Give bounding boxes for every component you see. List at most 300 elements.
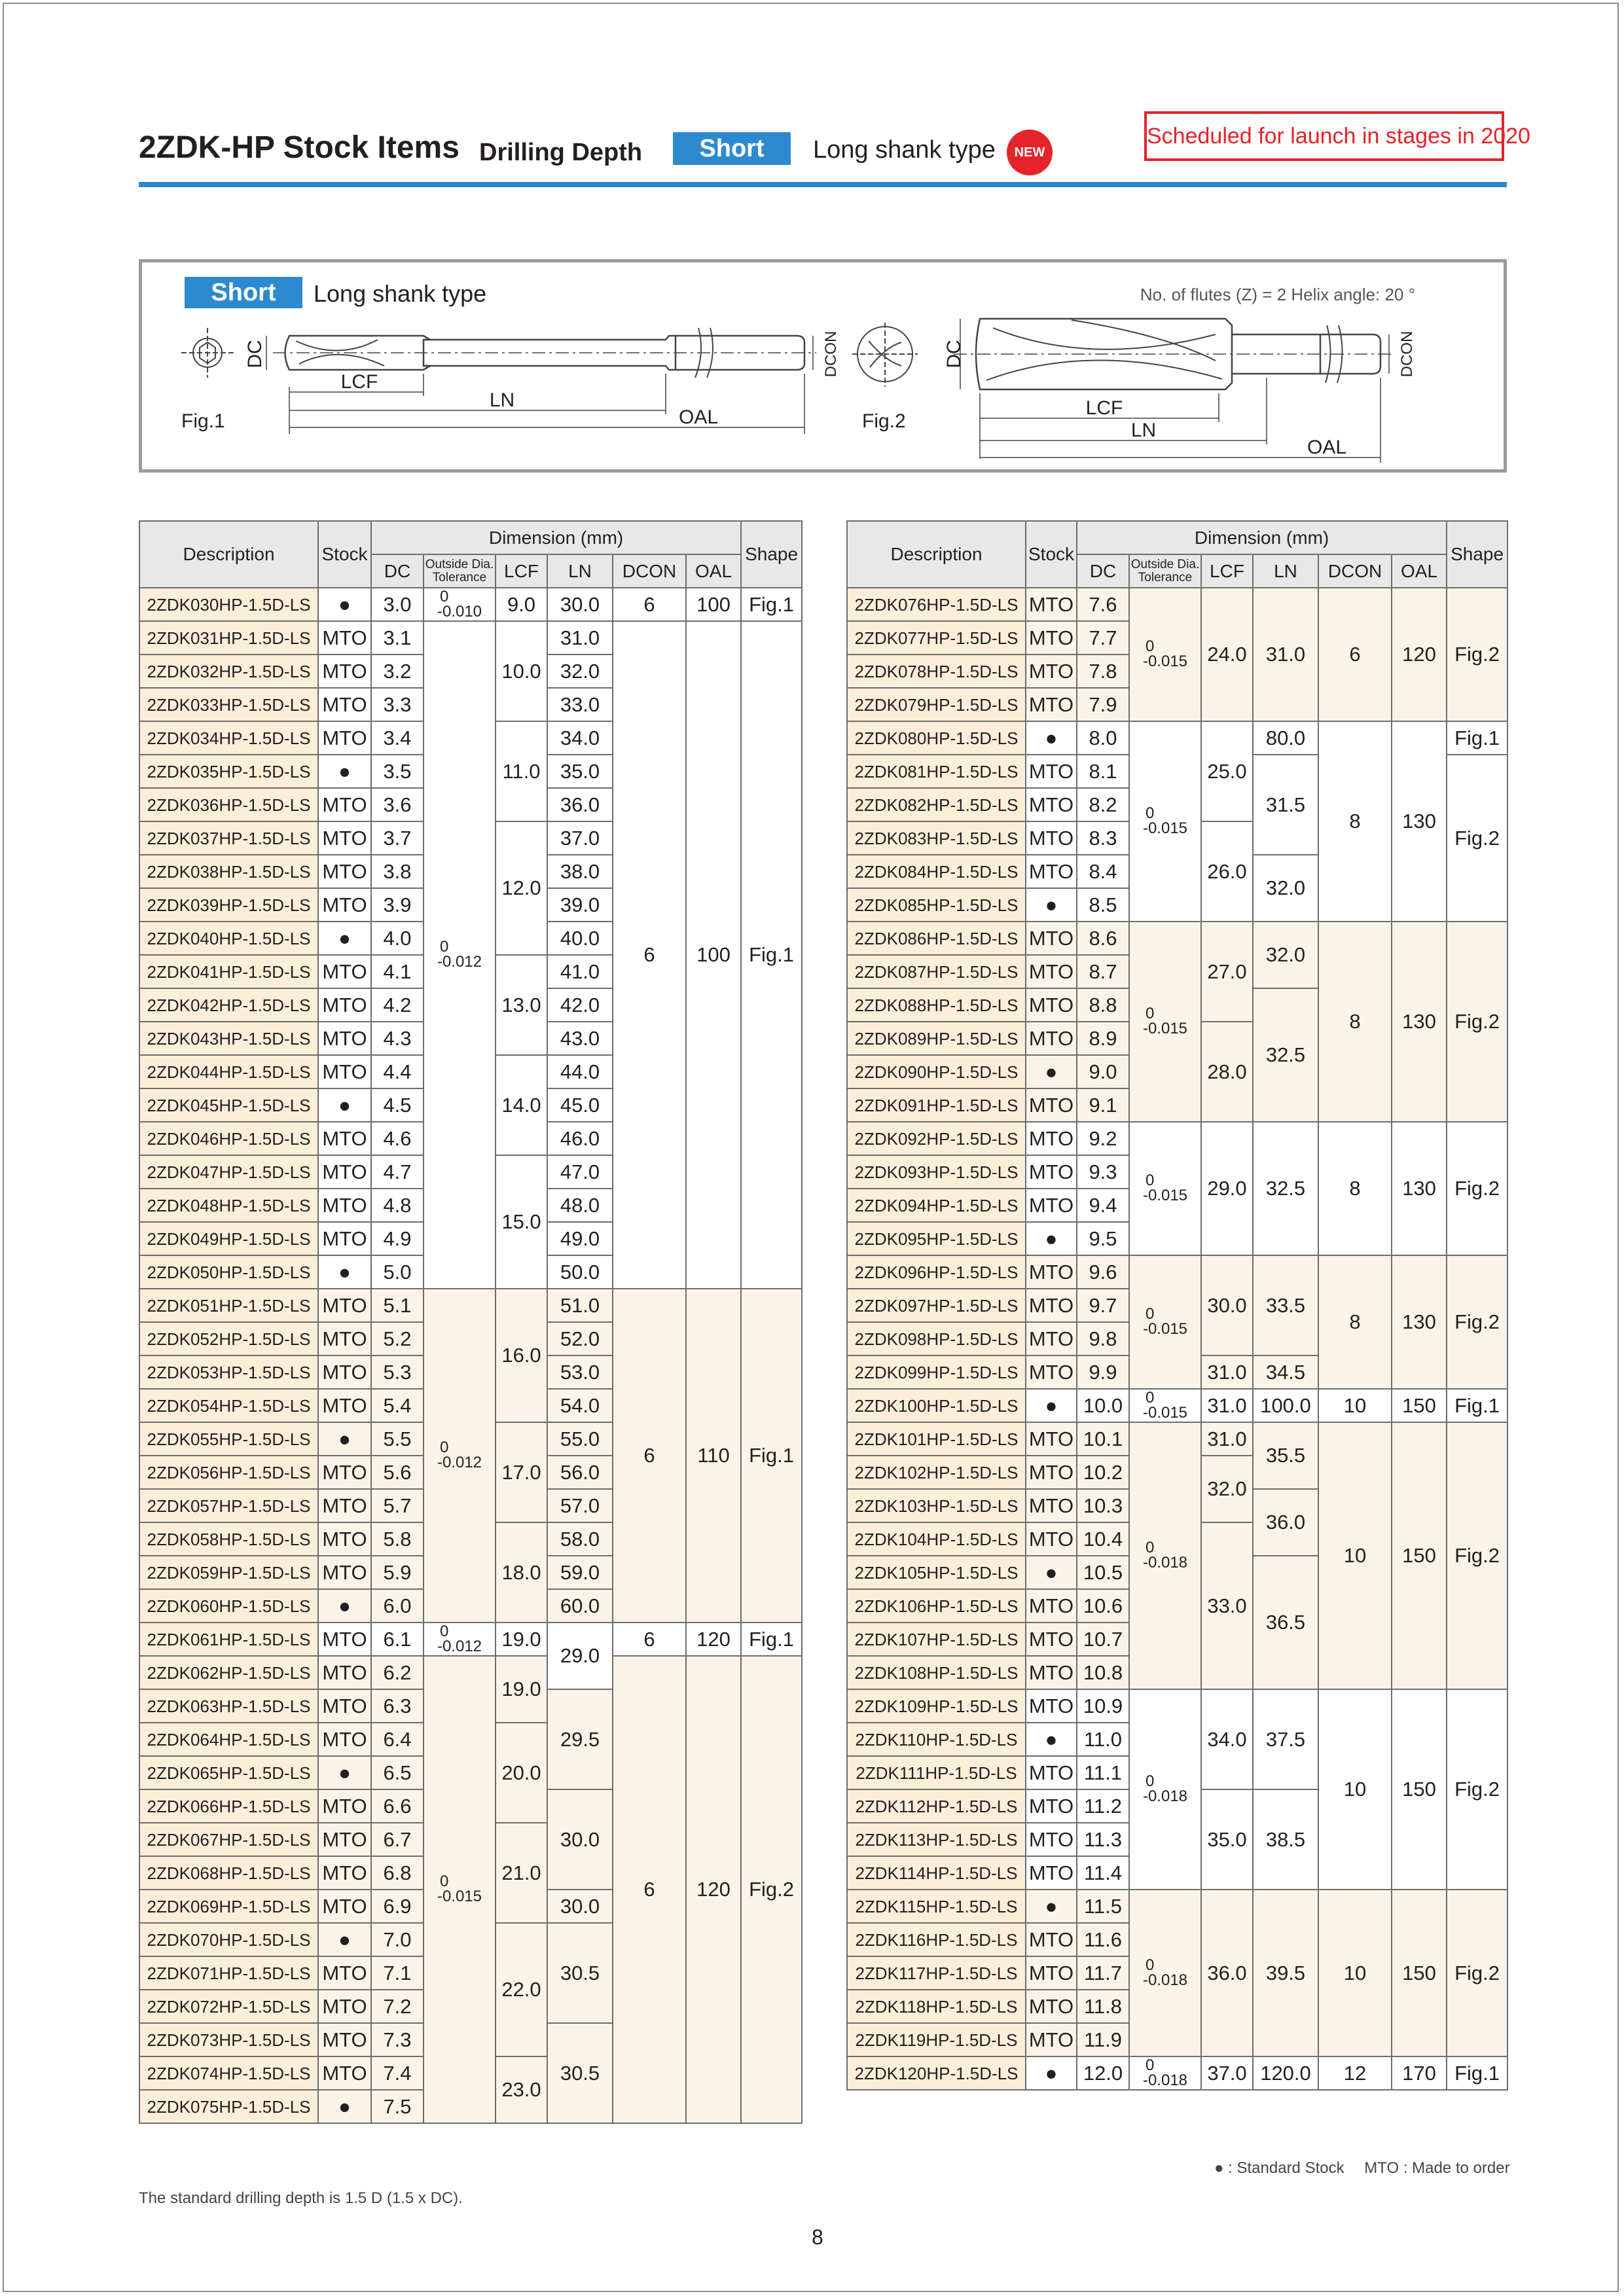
- dc-cell: 10.9: [1077, 1689, 1129, 1723]
- dc-cell: 4.7: [371, 1155, 424, 1189]
- th-ln: LN: [1253, 554, 1318, 588]
- dc-cell: 4.1: [371, 955, 424, 988]
- description-cell: 2ZDK063HP-1.5D-LS: [139, 1689, 318, 1723]
- ln-cell: 47.0: [547, 1155, 613, 1189]
- dc-cell: 4.6: [371, 1122, 424, 1155]
- th-tol1: Outside Dia.: [425, 557, 494, 571]
- table-row: [847, 721, 1507, 755]
- description-cell: 2ZDK034HP-1.5D-LS: [139, 721, 318, 755]
- stock-cell: ●: [318, 1589, 371, 1623]
- dc-cell: 3.7: [371, 821, 424, 855]
- tolerance-lower: -0.015: [1142, 653, 1188, 670]
- dc-cell: 7.3: [371, 2023, 424, 2056]
- fig1-ln: LN: [489, 389, 515, 411]
- dc-cell: 5.7: [371, 1489, 424, 1522]
- description-cell: 2ZDK106HP-1.5D-LS: [847, 1589, 1026, 1623]
- lcf-cell: 18.0: [496, 1522, 547, 1623]
- ln-cell: 30.5: [547, 1923, 613, 2023]
- th-dimension: Dimension (mm): [371, 521, 741, 554]
- dc-cell: 7.4: [371, 2056, 424, 2090]
- shape-cell: Fig.1: [741, 621, 802, 1289]
- ln-cell: 30.5: [547, 2023, 613, 2123]
- dc-cell: 12.0: [1077, 2056, 1129, 2090]
- oal-cell: 130: [1392, 922, 1447, 1122]
- dcon-cell: 6: [613, 1623, 686, 1656]
- dc-cell: 7.7: [1077, 621, 1129, 655]
- new-badge: NEW: [1007, 130, 1053, 175]
- description-cell: 2ZDK049HP-1.5D-LS: [139, 1222, 318, 1255]
- lcf-cell: 31.0: [1201, 1389, 1253, 1422]
- tolerance-upper: 0: [1146, 1005, 1155, 1022]
- short-badge: Short: [673, 132, 791, 165]
- lcf-cell: 22.0: [496, 1923, 547, 2056]
- tolerance-lower: -0.018: [1142, 1787, 1188, 1805]
- dc-cell: 11.1: [1077, 1756, 1129, 1789]
- description-cell: 2ZDK087HP-1.5D-LS: [847, 955, 1026, 988]
- description-cell: 2ZDK033HP-1.5D-LS: [139, 688, 318, 721]
- ln-cell: 38.0: [547, 855, 613, 888]
- drilling-depth-label: Drilling Depth: [479, 139, 643, 166]
- dc-cell: 7.8: [1077, 655, 1129, 688]
- lcf-cell: 20.0: [496, 1723, 547, 1823]
- lcf-cell: 31.0: [1201, 1355, 1253, 1389]
- tolerance-upper: 0: [1146, 1389, 1155, 1407]
- fig2-lcf: LCF: [1085, 397, 1123, 419]
- description-cell: 2ZDK059HP-1.5D-LS: [139, 1556, 318, 1589]
- figure-long-shank: Long shank type: [314, 280, 487, 307]
- stock-cell: MTO: [1026, 1189, 1077, 1222]
- ln-cell: 35.5: [1253, 1422, 1318, 1489]
- stock-cell: ●: [318, 1088, 371, 1122]
- dcon-cell: 6: [613, 621, 686, 1289]
- stock-cell: MTO: [318, 621, 371, 655]
- stock-cell: MTO: [318, 1355, 371, 1389]
- ln-cell: 36.0: [1253, 1489, 1318, 1556]
- ln-cell: 29.5: [547, 1689, 613, 1789]
- dc-cell: 8.1: [1077, 755, 1129, 788]
- stock-cell: MTO: [1026, 955, 1077, 988]
- dc-cell: 6.5: [371, 1756, 424, 1789]
- tolerance-upper: 0: [1146, 637, 1155, 655]
- stock-cell: ●: [1026, 2056, 1077, 2090]
- th-oal: OAL: [686, 554, 741, 588]
- dc-cell: 6.4: [371, 1723, 424, 1756]
- description-cell: 2ZDK116HP-1.5D-LS: [847, 1923, 1026, 1956]
- tolerance-cell: [1129, 1389, 1201, 1422]
- description-cell: 2ZDK103HP-1.5D-LS: [847, 1489, 1026, 1522]
- ln-cell: 38.5: [1253, 1789, 1318, 1890]
- lcf-cell: 29.0: [1201, 1122, 1253, 1255]
- stock-cell: MTO: [318, 788, 371, 821]
- dc-cell: 7.5: [371, 2090, 424, 2123]
- stock-cell: MTO: [1026, 1990, 1077, 2023]
- dc-cell: 3.2: [371, 655, 424, 688]
- stock-cell: MTO: [1026, 1689, 1077, 1723]
- stock-cell: MTO: [318, 1856, 371, 1890]
- description-cell: 2ZDK037HP-1.5D-LS: [139, 821, 318, 855]
- ln-cell: 54.0: [547, 1389, 613, 1422]
- description-cell: 2ZDK069HP-1.5D-LS: [139, 1890, 318, 1923]
- ln-cell: 44.0: [547, 1055, 613, 1088]
- dc-cell: 8.5: [1077, 888, 1129, 922]
- stock-table-right: [846, 520, 1508, 2090]
- stock-cell: MTO: [1026, 1456, 1077, 1489]
- description-cell: 2ZDK099HP-1.5D-LS: [847, 1355, 1026, 1389]
- ln-cell: 120.0: [1253, 2056, 1318, 2090]
- scheduled-notice: Scheduled for launch in stages in 2020: [1144, 111, 1504, 161]
- description-cell: 2ZDK074HP-1.5D-LS: [139, 2056, 318, 2090]
- oal-cell: 100: [686, 621, 741, 1289]
- stock-cell: MTO: [1026, 1823, 1077, 1856]
- dcon-cell: 8: [1318, 922, 1392, 1122]
- description-cell: 2ZDK057HP-1.5D-LS: [139, 1489, 318, 1522]
- dc-cell: 11.9: [1077, 2023, 1129, 2056]
- ln-cell: 30.0: [547, 588, 613, 621]
- description-cell: 2ZDK072HP-1.5D-LS: [139, 1990, 318, 2023]
- fig1-end-view: [181, 328, 234, 378]
- stock-table-left: [139, 520, 803, 2124]
- stock-cell: MTO: [1026, 1022, 1077, 1055]
- table-row: [139, 621, 802, 655]
- tolerance-upper: 0: [440, 1439, 449, 1456]
- stock-cell: MTO: [1026, 1088, 1077, 1122]
- oal-cell: 170: [1392, 2056, 1447, 2090]
- description-cell: 2ZDK073HP-1.5D-LS: [139, 2023, 318, 2056]
- stock-cell: MTO: [318, 1656, 371, 1689]
- dc-cell: 7.0: [371, 1923, 424, 1956]
- description-cell: 2ZDK070HP-1.5D-LS: [139, 1923, 318, 1956]
- fig1-oal: OAL: [678, 406, 719, 428]
- th-lcf: LCF: [496, 554, 547, 588]
- lcf-cell: 19.0: [496, 1656, 547, 1723]
- stock-cell: MTO: [1026, 1656, 1077, 1689]
- description-cell: 2ZDK107HP-1.5D-LS: [847, 1623, 1026, 1656]
- fig2-drill: [954, 319, 1392, 389]
- description-cell: 2ZDK075HP-1.5D-LS: [139, 2090, 318, 2123]
- description-cell: 2ZDK086HP-1.5D-LS: [847, 922, 1026, 955]
- stock-cell: MTO: [1026, 1923, 1077, 1956]
- oal-cell: 110: [686, 1289, 741, 1623]
- stock-cell: MTO: [318, 888, 371, 922]
- shape-cell: Fig.1: [1447, 721, 1507, 755]
- stock-cell: MTO: [1026, 688, 1077, 721]
- stock-legend: ● : Standard Stock MTO : Made to order: [1214, 2159, 1510, 2177]
- drill-figure-box: [139, 259, 1507, 473]
- stock-cell: MTO: [318, 1289, 371, 1322]
- dc-cell: 6.8: [371, 1856, 424, 1890]
- tolerance-cell: [1129, 588, 1201, 721]
- stock-cell: MTO: [1026, 1956, 1077, 1990]
- stock-cell: MTO: [1026, 1489, 1077, 1522]
- description-cell: 2ZDK110HP-1.5D-LS: [847, 1723, 1026, 1756]
- oal-cell: 120: [1392, 588, 1447, 721]
- stock-cell: ●: [1026, 1890, 1077, 1923]
- dc-cell: 11.3: [1077, 1823, 1129, 1856]
- tolerance-upper: 0: [1146, 1539, 1155, 1556]
- tolerance-lower: -0.012: [437, 953, 482, 971]
- description-cell: 2ZDK050HP-1.5D-LS: [139, 1255, 318, 1289]
- fig1-dcon: DCON: [822, 331, 840, 378]
- ln-cell: 40.0: [547, 922, 613, 955]
- th-shape: Shape: [741, 521, 802, 588]
- stock-cell: MTO: [318, 1956, 371, 1990]
- description-cell: 2ZDK113HP-1.5D-LS: [847, 1823, 1026, 1856]
- lcf-cell: 31.0: [1201, 1422, 1253, 1456]
- stock-cell: MTO: [1026, 1422, 1077, 1456]
- dc-cell: 5.6: [371, 1456, 424, 1489]
- stock-cell: MTO: [318, 1823, 371, 1856]
- tolerance-lower: -0.015: [1142, 1403, 1188, 1422]
- dc-cell: 7.6: [1077, 588, 1129, 621]
- table-body-right: [847, 588, 1507, 2090]
- tolerance-cell: [1129, 721, 1201, 922]
- dc-cell: 9.3: [1077, 1155, 1129, 1189]
- description-cell: 2ZDK091HP-1.5D-LS: [847, 1088, 1026, 1122]
- shape-cell: Fig.1: [741, 1623, 802, 1656]
- dc-cell: 5.5: [371, 1422, 424, 1456]
- stock-cell: MTO: [318, 1556, 371, 1589]
- ln-cell: 52.0: [547, 1322, 613, 1355]
- ln-cell: 34.5: [1253, 1355, 1318, 1389]
- stock-cell: MTO: [1026, 621, 1077, 655]
- description-cell: 2ZDK100HP-1.5D-LS: [847, 1389, 1026, 1422]
- description-cell: 2ZDK118HP-1.5D-LS: [847, 1990, 1026, 2023]
- description-cell: 2ZDK105HP-1.5D-LS: [847, 1556, 1026, 1589]
- description-cell: 2ZDK044HP-1.5D-LS: [139, 1055, 318, 1088]
- table-row: [847, 2056, 1507, 2090]
- table-row: [847, 1689, 1507, 1723]
- stock-cell: MTO: [1026, 1789, 1077, 1823]
- oal-cell: 130: [1392, 1122, 1447, 1255]
- tolerance-lower: -0.018: [1142, 2071, 1188, 2089]
- tolerance-cell: [1129, 2056, 1201, 2090]
- description-cell: 2ZDK040HP-1.5D-LS: [139, 922, 318, 955]
- dc-cell: 3.8: [371, 855, 424, 888]
- stock-cell: MTO: [1026, 1522, 1077, 1556]
- description-cell: 2ZDK085HP-1.5D-LS: [847, 888, 1026, 922]
- ln-cell: 55.0: [547, 1422, 613, 1456]
- description-cell: 2ZDK101HP-1.5D-LS: [847, 1422, 1026, 1456]
- stock-cell: MTO: [1026, 1355, 1077, 1389]
- stock-cell: ●: [1026, 721, 1077, 755]
- table-row: [847, 588, 1507, 621]
- dc-cell: 10.0: [1077, 1389, 1129, 1422]
- dc-cell: 10.5: [1077, 1556, 1129, 1589]
- table-row: [139, 588, 802, 621]
- page-number: 8: [812, 2225, 823, 2249]
- stock-cell: ●: [318, 1422, 371, 1456]
- tolerance-cell: [1129, 1255, 1201, 1389]
- description-cell: 2ZDK032HP-1.5D-LS: [139, 655, 318, 688]
- shape-cell: Fig.2: [1447, 922, 1507, 1122]
- ln-cell: 43.0: [547, 1022, 613, 1055]
- stock-cell: MTO: [1026, 1856, 1077, 1890]
- stock-cell: MTO: [318, 1789, 371, 1823]
- stock-cell: ●: [318, 588, 371, 621]
- stock-cell: MTO: [1026, 1289, 1077, 1322]
- shape-cell: Fig.1: [1447, 2056, 1507, 2090]
- tolerance-cell: [1129, 922, 1201, 1122]
- shape-cell: Fig.2: [1447, 1122, 1507, 1255]
- ln-cell: 32.5: [1253, 988, 1318, 1122]
- dc-cell: 11.2: [1077, 1789, 1129, 1823]
- ln-cell: 50.0: [547, 1255, 613, 1289]
- stock-cell: MTO: [1026, 1623, 1077, 1656]
- lcf-cell: 19.0: [496, 1623, 547, 1656]
- description-cell: 2ZDK092HP-1.5D-LS: [847, 1122, 1026, 1155]
- description-cell: 2ZDK120HP-1.5D-LS: [847, 2056, 1026, 2090]
- fig2-dcon: DCON: [1398, 331, 1416, 378]
- description-cell: 2ZDK082HP-1.5D-LS: [847, 788, 1026, 821]
- lcf-cell: 16.0: [496, 1289, 547, 1422]
- oal-cell: 150: [1392, 1422, 1447, 1689]
- dc-cell: 9.1: [1077, 1088, 1129, 1122]
- stock-cell: ●: [1026, 1556, 1077, 1589]
- description-cell: 2ZDK095HP-1.5D-LS: [847, 1222, 1026, 1255]
- table-body-left: [139, 588, 802, 2123]
- ln-cell: 57.0: [547, 1489, 613, 1522]
- stock-cell: MTO: [1026, 2023, 1077, 2056]
- shape-cell: Fig.1: [741, 588, 802, 621]
- stock-cell: MTO: [1026, 755, 1077, 788]
- stock-cell: MTO: [318, 1456, 371, 1489]
- ln-cell: 35.0: [547, 755, 613, 788]
- dc-cell: 11.7: [1077, 1956, 1129, 1990]
- dc-cell: 11.4: [1077, 1856, 1129, 1890]
- tolerance-upper: 0: [1146, 1772, 1155, 1790]
- dcon-cell: 10: [1318, 1890, 1392, 2056]
- oal-cell: 150: [1392, 1689, 1447, 1890]
- dc-cell: 5.0: [371, 1255, 424, 1289]
- dc-cell: 3.4: [371, 721, 424, 755]
- dc-cell: 7.2: [371, 1990, 424, 2023]
- th-description: Description: [847, 521, 1026, 588]
- ln-cell: 34.0: [547, 721, 613, 755]
- dc-cell: 3.5: [371, 755, 424, 788]
- stock-cell: MTO: [1026, 1255, 1077, 1289]
- description-cell: 2ZDK088HP-1.5D-LS: [847, 988, 1026, 1022]
- dc-cell: 4.0: [371, 922, 424, 955]
- th-dcon: DCON: [1318, 554, 1392, 588]
- description-cell: 2ZDK109HP-1.5D-LS: [847, 1689, 1026, 1723]
- tolerance-lower: -0.012: [437, 1637, 482, 1655]
- table-row: [139, 1656, 802, 1689]
- dc-cell: 10.6: [1077, 1589, 1129, 1623]
- stock-cell: MTO: [318, 821, 371, 855]
- stock-cell: MTO: [318, 955, 371, 988]
- tolerance-cell: [1129, 1890, 1201, 2056]
- stock-cell: MTO: [318, 1222, 371, 1255]
- ln-cell: 31.0: [547, 621, 613, 655]
- th-tol2: Tolerance: [1138, 570, 1193, 584]
- oal-cell: 130: [1392, 721, 1447, 922]
- dc-cell: 8.6: [1077, 922, 1129, 955]
- dc-cell: 3.9: [371, 888, 424, 922]
- dc-cell: 8.3: [1077, 821, 1129, 855]
- ln-cell: 32.0: [1253, 922, 1318, 988]
- ln-cell: 36.5: [1253, 1556, 1318, 1689]
- stock-cell: MTO: [318, 1322, 371, 1355]
- description-cell: 2ZDK065HP-1.5D-LS: [139, 1756, 318, 1789]
- ln-cell: 41.0: [547, 955, 613, 988]
- oal-cell: 120: [686, 1656, 741, 2123]
- stock-cell: MTO: [1026, 1322, 1077, 1355]
- stock-cell: MTO: [1026, 1589, 1077, 1623]
- tolerance-upper: 0: [1146, 804, 1155, 822]
- oal-cell: 120: [686, 1623, 741, 1656]
- stock-cell: ●: [1026, 888, 1077, 922]
- table-row: [139, 1289, 802, 1322]
- tolerance-lower: -0.015: [1142, 1320, 1188, 1338]
- stock-cell: MTO: [318, 688, 371, 721]
- ln-cell: 39.0: [547, 888, 613, 922]
- th-tol1: Outside Dia.: [1130, 557, 1200, 571]
- long-shank-label: Long shank type: [813, 136, 996, 164]
- description-cell: 2ZDK114HP-1.5D-LS: [847, 1856, 1026, 1890]
- tolerance-cell: [1129, 1689, 1201, 1890]
- description-cell: 2ZDK097HP-1.5D-LS: [847, 1289, 1026, 1322]
- th-dc: DC: [371, 554, 424, 588]
- flutes-note: No. of flutes (Z) = 2 Helix angle: 20 °: [1140, 285, 1415, 304]
- dc-cell: 9.8: [1077, 1322, 1129, 1355]
- ln-cell: 30.0: [547, 1890, 613, 1923]
- dcon-cell: 8: [1318, 1255, 1392, 1389]
- dc-cell: 11.0: [1077, 1723, 1129, 1756]
- description-cell: 2ZDK041HP-1.5D-LS: [139, 955, 318, 988]
- dc-cell: 8.4: [1077, 855, 1129, 888]
- stock-cell: MTO: [1026, 922, 1077, 955]
- ln-cell: 49.0: [547, 1222, 613, 1255]
- dc-cell: 9.0: [1077, 1055, 1129, 1088]
- lcf-cell: 14.0: [496, 1055, 547, 1155]
- dcon-cell: 6: [613, 588, 686, 621]
- dc-cell: 6.6: [371, 1789, 424, 1823]
- description-cell: 2ZDK045HP-1.5D-LS: [139, 1088, 318, 1122]
- lcf-cell: 23.0: [496, 2056, 547, 2123]
- stock-cell: MTO: [1026, 1756, 1077, 1789]
- ln-cell: 59.0: [547, 1556, 613, 1589]
- dc-cell: 9.4: [1077, 1189, 1129, 1222]
- description-cell: 2ZDK058HP-1.5D-LS: [139, 1522, 318, 1556]
- dcon-cell: 6: [1318, 588, 1392, 721]
- ln-cell: 30.0: [547, 1789, 613, 1890]
- oal-cell: 150: [1392, 1890, 1447, 2056]
- th-lcf: LCF: [1201, 554, 1253, 588]
- fig1-label: Fig.1: [181, 410, 225, 432]
- dc-cell: 11.8: [1077, 1990, 1129, 2023]
- description-cell: 2ZDK046HP-1.5D-LS: [139, 1122, 318, 1155]
- stock-cell: ●: [1026, 1222, 1077, 1255]
- stock-cell: MTO: [318, 1723, 371, 1756]
- description-cell: 2ZDK039HP-1.5D-LS: [139, 888, 318, 922]
- th-tolerance: [424, 554, 496, 588]
- dc-cell: 6.9: [371, 1890, 424, 1923]
- tolerance-lower: -0.015: [437, 1888, 482, 1905]
- dcon-cell: 6: [613, 1289, 686, 1623]
- dc-cell: 5.3: [371, 1355, 424, 1389]
- description-cell: 2ZDK053HP-1.5D-LS: [139, 1355, 318, 1389]
- th-dc: DC: [1077, 554, 1129, 588]
- lcf-cell: 13.0: [496, 955, 547, 1055]
- description-cell: 2ZDK077HP-1.5D-LS: [847, 621, 1026, 655]
- dcon-cell: 8: [1318, 721, 1392, 922]
- table-row: [847, 922, 1507, 955]
- th-tolerance: [1129, 554, 1201, 588]
- tolerance-upper: 0: [1146, 1305, 1155, 1323]
- dc-cell: 10.8: [1077, 1656, 1129, 1689]
- tolerance-lower: -0.015: [1142, 1187, 1188, 1204]
- dc-cell: 4.3: [371, 1022, 424, 1055]
